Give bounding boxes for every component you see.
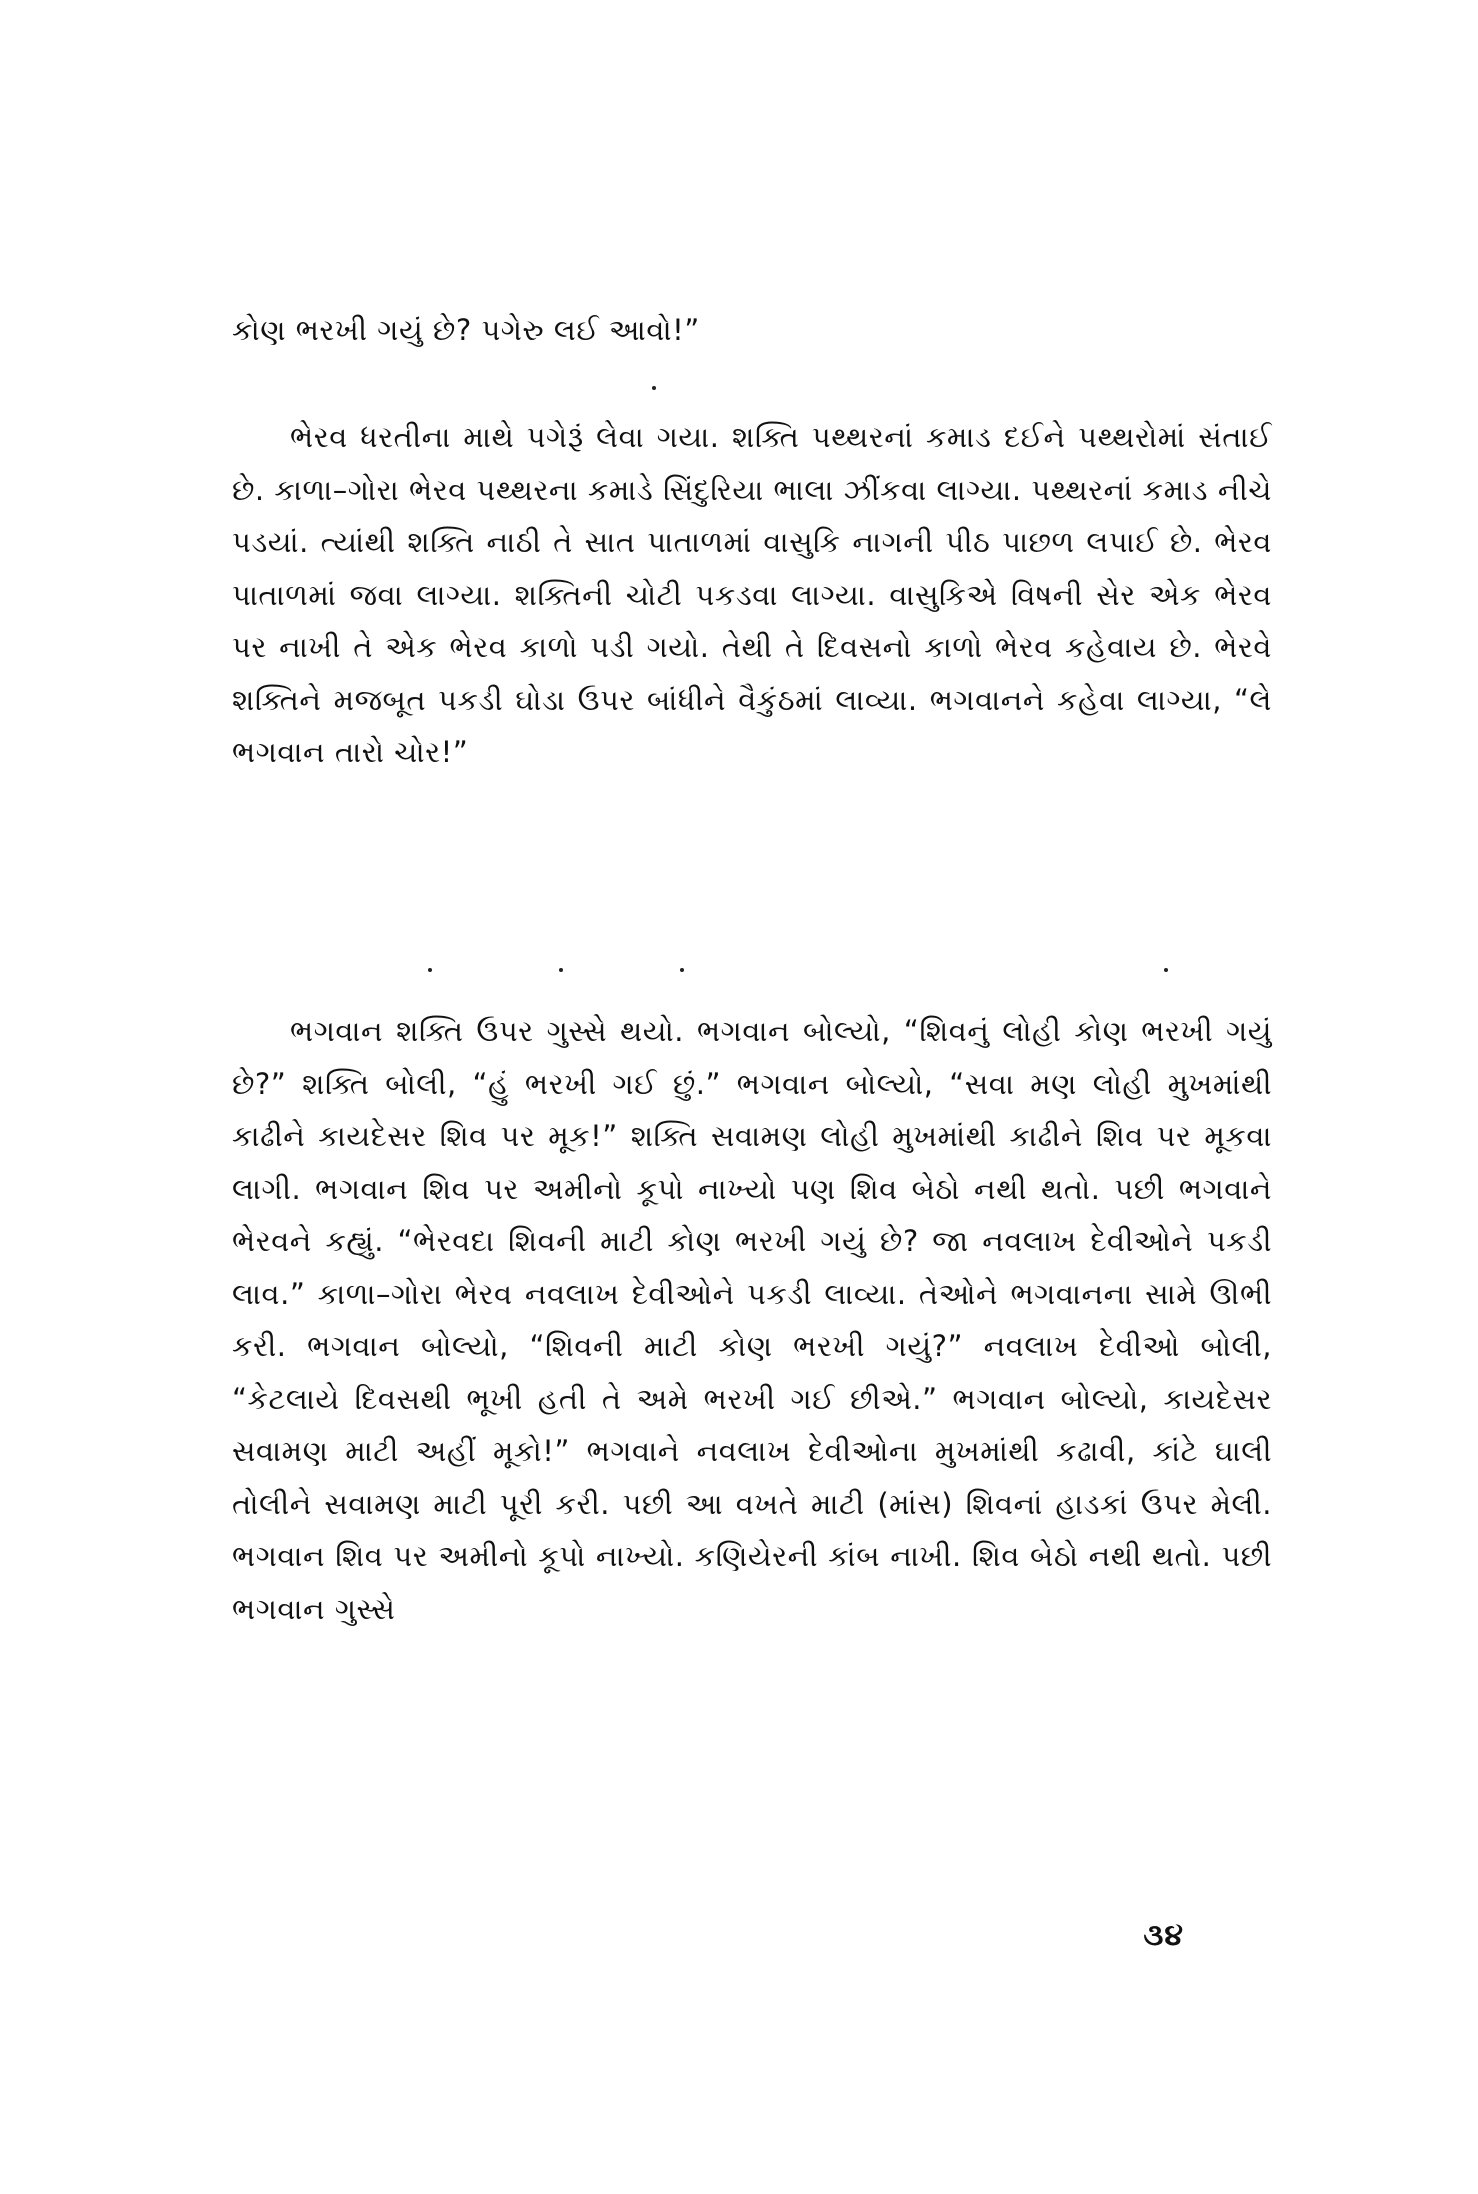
page-number: ૩૪ [1143, 1918, 1184, 1953]
paragraph-1: ભેરવ ધરતીના માથે પગેરૂં લેવા ગયા. શક્તિ પથ્થરનાં કમાડ દઈને પથ્થરોમાં સંતાઈ છે. કાળા–ગોરા ભેરવ પથ્થરના કમાડે સિંદુરિયા ભાલા ઝીંકવા લાગ્યા. પથ્થરનાં કમાડ નીચે પડયાં. ત્યાંથી શક્તિ નાઠી તે સાત પાતાળમાં વાસુકિ નાગની પીઠ પાછળ લપાઈ છે. ભેરવ પાતાળમાં જવા લાગ્યા. શક્તિની ચોટી પકડવા લાગ્યા. વાસુકિએ વિષની સેર એક ભેરવ પર નાખી તે એક ભેરવ કાળો પડી ગયો. તેથી તે દિવસનો કાળો ભેરવ કહેવાય છે. ભેરવે શક્તિને મજબૂત પકડી ઘોડા ઉપર બાંધીને વૈકુંઠમાં લાવ્યા. ભગવાનને કહેવા લાગ્યા, “લે ભગવાન તારો ચોર!” [232, 420, 1272, 769]
scan-speck [680, 968, 684, 972]
continuation-line: કોણ ભરખી ગયું છે? પગેરુ લઈ આવો!” [232, 313, 700, 347]
paragraph-2: ભગવાન શક્તિ ઉપર ગુસ્સે થયો. ભગવાન બોલ્યો, “શિવનું લોહી કોણ ભરખી ગયું છે?” શક્તિ બોલી, “હું ભરખી ગઈ છું.” ભગવાન બોલ્યો, “સવા મણ લોહી મુખમાંથી કાઢીને કાયદેસર શિવ પર મૂક!” શક્તિ સવામણ લોહી મુખમાંથી કાઢીને શિવ પર મૂકવા લાગી. ભગવાન શિવ પર અમીનો કૂપો નાખ્યો પણ શિવ બેઠો નથી થતો. પછી ભગવાને ભેરવને કહ્યું. “ભેરવદા શિવની માટી કોણ ભરખી ગયું છે? જા નવલાખ દેવીઓને પકડી લાવ.” કાળા–ગોરા ભેરવ નવલાખ દેવીઓને પકડી લાવ્યા. તેઓને ભગવાનના સામે ઊભી કરી. ભગવાન બોલ્યો, “શિવની માટી કોણ ભરખી ગયું?” નવલાખ દેવીઓ બોલી, “કેટલાયે દિવસથી ભૂખી હતી તે અમે ભરખી ગઈ છીએ.” ભગવાન બોલ્યો, કાયદેસર સવામણ માટી અહીં મૂકો!” ભગવાને નવલાખ દેવીઓના મુખમાંથી કઢાવી, કાંટે ઘાલી તોલીને સવામણ માટી પૂરી કરી. પછી આ વખતે માટી (માંસ) શિવનાં હાડકાં ઉપર મેલી. ભગવાન શિવ પર અમીનો કૂપો નાખ્યો. કણિયેરની કાંબ નાખી. શિવ બેઠો નથી થતો. પછી ભગવાન ગુસ્સે [232, 1014, 1272, 1626]
scan-speck [428, 968, 432, 972]
scan-speck [652, 386, 656, 390]
scan-speck [1164, 968, 1168, 972]
scan-speck [559, 968, 563, 972]
